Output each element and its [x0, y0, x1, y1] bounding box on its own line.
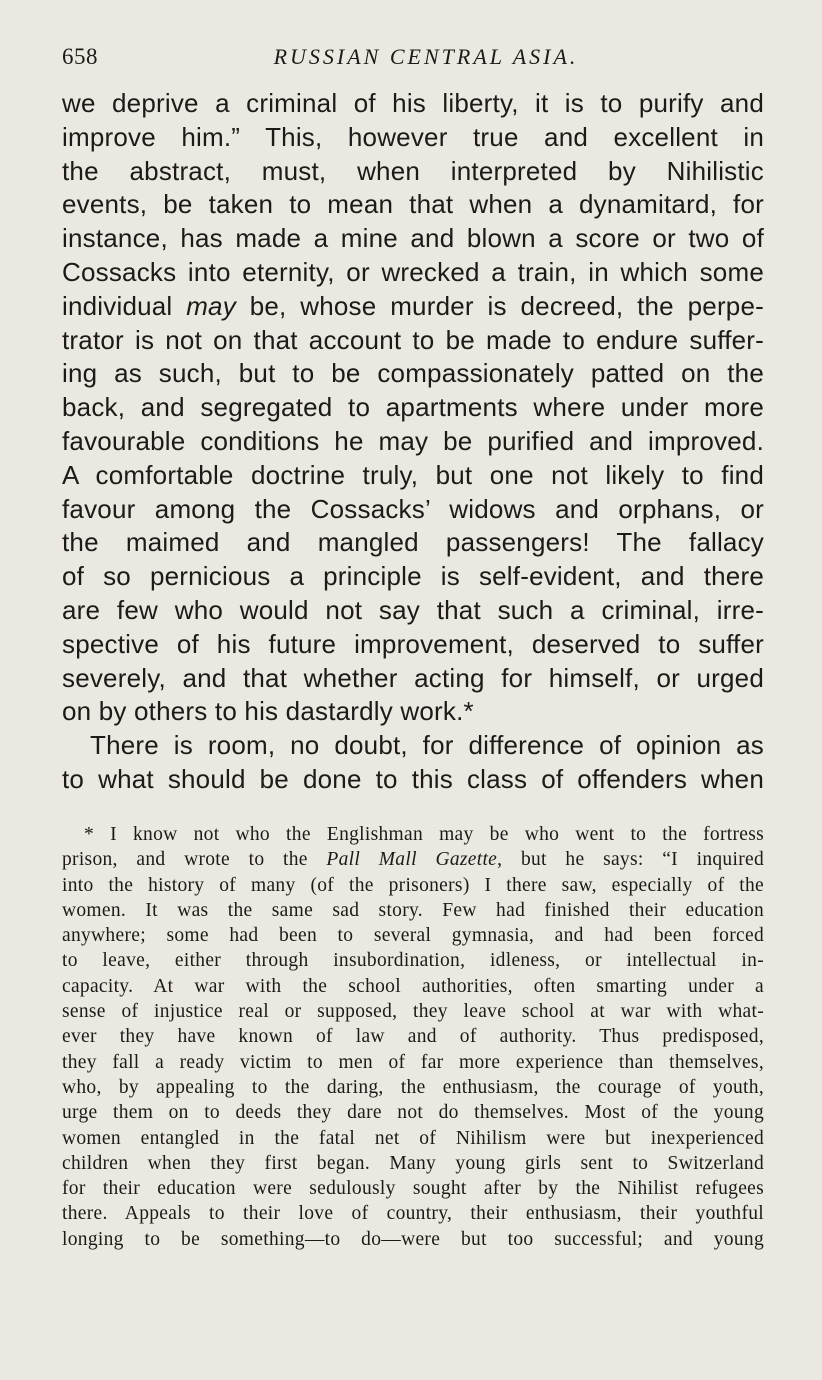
body-line-text: individual — [62, 290, 187, 321]
body-line: favourable conditions he may be purified and improved. — [62, 425, 764, 456]
body-line: severely, and that whether acting for himself, or urged — [62, 662, 764, 693]
footnote-line: they fall a ready victim to men of far more experience than themselves, — [62, 1051, 764, 1073]
body-text — [62, 87, 764, 797]
footnote-line: for their education were sedulously sought after by the Nihilist refugees — [62, 1178, 764, 1200]
footnote-line: into the history of many (of the prisoners) I there saw, especially of the — [62, 874, 764, 896]
body-line — [62, 290, 764, 324]
body-line: favour among the Cossacks’ widows and orphans, or — [62, 493, 764, 524]
footnote-line: women. It was the same sad story. Few had finished their education — [62, 899, 764, 921]
body-line: events, be taken to mean that when a dynamitard, for — [62, 189, 764, 220]
footnote-line: to leave, either through insubordination, idleness, or intellectual in- — [62, 950, 764, 972]
footnote-line — [62, 847, 764, 872]
footnote-line: women entangled in the fatal net of Nihilism were but inexperienced — [62, 1127, 764, 1149]
body-line-text: be, whose murder is decreed, the perpe- — [235, 290, 764, 321]
body-line: There is room, no doubt, for difference of opinion as — [90, 730, 764, 761]
body-line: back, and segregated to apartments where under more — [62, 392, 764, 423]
footnote-line: longing to be something—to do—were but too successful; and young — [62, 1228, 764, 1250]
body-line: spective of his future improvement, deserved to suffer — [62, 628, 764, 659]
emphasis-may: may — [186, 290, 236, 321]
footnote-line-text: prison, and wrote to the — [62, 849, 327, 871]
footnote-line: anywhere; some had been to several gymnasia, and had been forced — [62, 925, 764, 947]
body-line: Cossacks into eternity, or wrecked a train, in which some — [62, 256, 764, 287]
footnote-line: who, by appealing to the daring, the enthusiasm, the courage of youth, — [62, 1076, 764, 1098]
footnote-line: there. Appeals to their love of country, their enthusiasm, their youthful — [62, 1203, 764, 1225]
footnote-line: sense of injustice real or supposed, they leave school at war with what- — [62, 1001, 764, 1023]
footnote-line: urge them on to deeds they dare not do themselves. Most of the young — [62, 1102, 764, 1124]
footnote-line: * I know not who the Englishman may be who went to the fortress — [84, 824, 764, 845]
emphasis-newspaper-title: Pall Mall Gazette — [326, 849, 498, 871]
body-line: ing as such, but to be compassionately patted on the — [62, 358, 764, 389]
footnote-line: children when they first began. Many young girls sent to Switzerland — [62, 1152, 764, 1174]
running-title: RUSSIAN CENTRAL ASIA. — [273, 44, 579, 69]
body-line: we deprive a criminal of his liberty, it is to purify and — [62, 88, 764, 118]
body-line: improve him.” This, however true and excellent in — [62, 121, 764, 152]
body-line: on by others to his dastardly work.* — [62, 696, 474, 727]
footnote — [62, 822, 764, 1252]
body-line: the maimed and mangled passengers! The fallacy — [62, 527, 764, 558]
body-line: instance, has made a mine and blown a score or two of — [62, 223, 764, 254]
footnote-line-text: , but he says: “I inquired — [497, 849, 765, 871]
footnote-line: capacity. At war with the school authorities, often smarting under a — [62, 975, 764, 997]
body-line: A comfortable doctrine truly, but one not likely to find — [62, 459, 764, 490]
body-line: of so pernicious a principle is self-evident, and there — [62, 561, 764, 592]
body-line: trator is not on that account to be made to endure suffer- — [62, 324, 764, 355]
running-head — [62, 44, 764, 78]
footnote-line: ever they have known of law and of authority. Thus predisposed, — [62, 1026, 764, 1048]
body-line: to what should be done to this class of offenders when — [62, 763, 764, 794]
body-line: the abstract, must, when interpreted by Nihilistic — [62, 155, 764, 186]
body-line: are few who would not say that such a criminal, irre- — [62, 594, 764, 625]
page-number: 658 — [62, 44, 98, 69]
